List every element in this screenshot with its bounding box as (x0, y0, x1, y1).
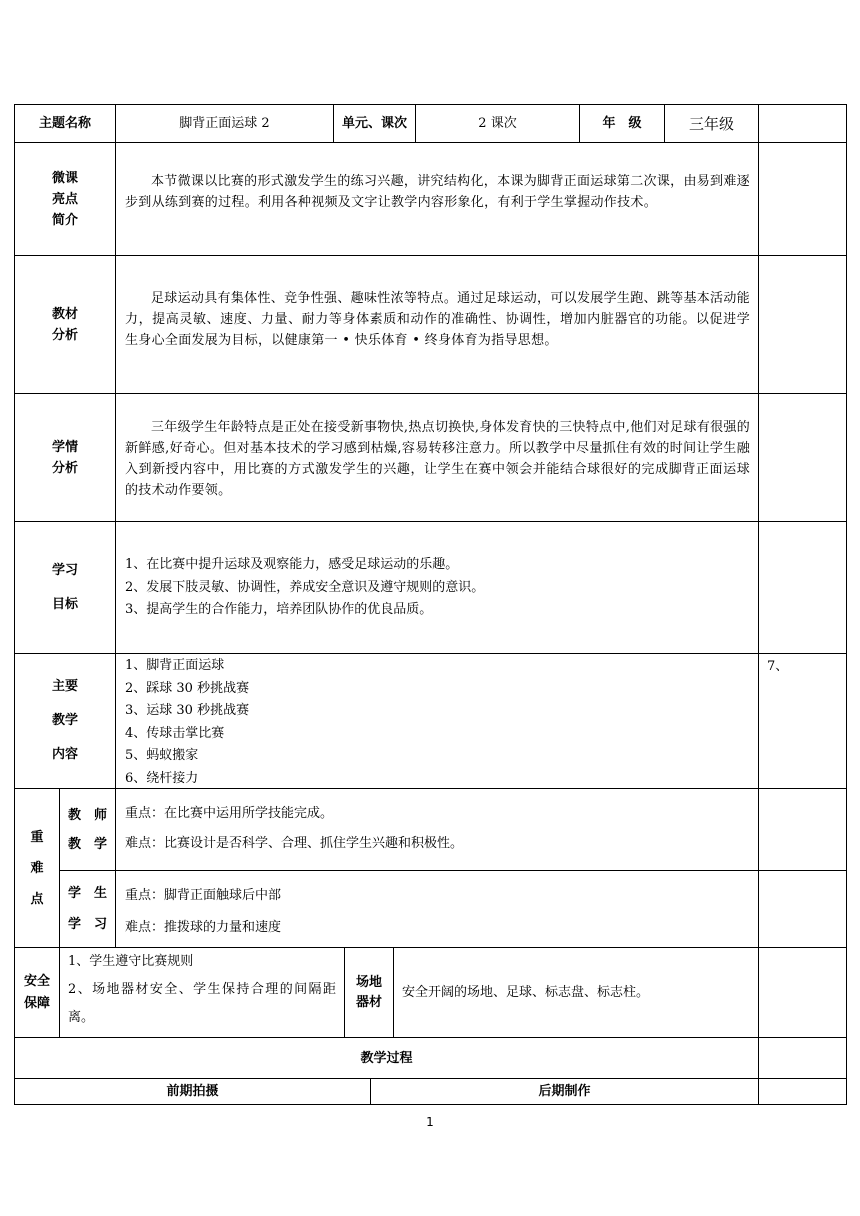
teacher-point: 重点：在比赛中运用所学技能完成。 (125, 806, 334, 821)
teacher-point: 难点：比赛设计是否科学、合理、抓住学生兴趣和积极性。 (125, 836, 464, 851)
unit-label-cell (333, 104, 416, 143)
empty-cell (758, 521, 847, 654)
goals-label-line: 学习 (51, 562, 78, 578)
grade-label: 年 级 (602, 116, 642, 131)
post-production-cell (370, 1078, 759, 1105)
student-point: 重点：脚背正面触球后中部 (125, 888, 282, 903)
student-label-cell (59, 870, 116, 948)
empty-cell (758, 947, 847, 1038)
empty-cell (758, 788, 847, 871)
empty-cell (758, 1078, 847, 1105)
teacher-points-cell (115, 788, 759, 871)
intro-label-line: 简介 (51, 212, 78, 228)
empty-cell (758, 255, 847, 394)
post-production-label: 后期制作 (538, 1084, 591, 1099)
learner-label-line: 学情 (51, 439, 78, 455)
content-item: 1、脚背正面运球 (125, 658, 225, 673)
empty-cell (758, 1037, 847, 1079)
grade-value-cell (664, 104, 759, 143)
content-label-line: 内容 (51, 747, 78, 762)
content-item: 2、踩球 30 秒挑战赛 (125, 680, 250, 696)
content-item: 5、蚂蚁搬家 (125, 748, 199, 763)
learner-label-line: 分析 (51, 460, 78, 476)
content-label-line: 教学 (51, 713, 78, 728)
content-item: 6、绕杆接力 (125, 770, 199, 786)
unit-value-cell (415, 104, 580, 143)
safety-label-line: 保障 (23, 995, 50, 1011)
topic-value-cell (115, 104, 334, 143)
pre-shoot-label: 前期拍摄 (166, 1084, 219, 1099)
learner-text: 三年级学生年龄特点是正处在接受新事物快,热点切换快,身体发育快的三快特点中,他们对足球有很强的新鲜感,好奇心。但对基本技术的学习感到枯燥,容易转移注意力。所以教学中尽量抓住有效的时间让学生融入到新授内容中，用比赛的方式激发学生的兴趣，让学生在赛中领会并能结合球很好的完成脚背正面运球的技术动作要领。 (125, 420, 750, 498)
intro-label-line: 亮点 (51, 191, 78, 207)
safety-list-cell (59, 947, 345, 1038)
topic-value: 脚背正面运球 2 (179, 116, 270, 131)
content-extra: 7、 (767, 659, 789, 674)
material-text-cell (115, 255, 759, 394)
goal-item: 2、发展下肢灵敏、协调性，养成安全意识及遵守规则的意识。 (125, 579, 485, 595)
venue-text-cell (393, 947, 759, 1038)
unit-value: 2 课次 (478, 116, 517, 131)
empty-cell (758, 393, 847, 522)
teacher-label-line: 教 学 (67, 836, 107, 852)
safety-label-line: 安全 (23, 973, 50, 989)
venue-text: 安全开阔的场地、足球、标志盘、标志柱。 (402, 985, 650, 1000)
key-label-cell (14, 788, 60, 948)
process-title: 教学过程 (360, 1050, 413, 1066)
key-label-line: 重 (30, 829, 44, 845)
goals-list-cell (115, 521, 759, 654)
venue-label-cell (344, 947, 394, 1038)
student-points-cell (115, 870, 759, 948)
venue-label-line: 器材 (355, 994, 382, 1010)
teacher-label-line: 教 师 (67, 807, 107, 823)
grade-label-cell (579, 104, 665, 143)
empty-cell (758, 870, 847, 948)
content-list-cell (115, 653, 759, 789)
teacher-label-cell (59, 788, 116, 871)
topic-label-cell (14, 104, 116, 143)
safety-item: 1、学生遵守比赛规则 (68, 954, 194, 969)
goals-label-line: 目标 (51, 596, 78, 612)
content-label-line: 主要 (51, 679, 78, 694)
key-label-line: 难 (30, 860, 44, 876)
learner-text-cell (115, 393, 759, 522)
intro-label-cell (14, 142, 116, 256)
student-label-line: 学 生 (67, 886, 107, 901)
material-label-cell (14, 255, 116, 394)
pre-shoot-cell (14, 1078, 371, 1105)
topic-label: 主题名称 (38, 116, 91, 131)
goal-item: 3、提高学生的合作能力，培养团队协作的优良品质。 (125, 602, 433, 617)
empty-cell (758, 142, 847, 256)
empty-cell (758, 104, 847, 143)
goals-label-cell (14, 521, 116, 654)
content-label-cell (14, 653, 116, 789)
content-extra-cell (758, 653, 847, 789)
intro-text-cell (115, 142, 759, 256)
grade-value: 三年级 (688, 115, 734, 133)
key-label-line: 点 (30, 891, 44, 907)
unit-label: 单元、课次 (341, 116, 407, 131)
learner-label-cell (14, 393, 116, 522)
safety-label-cell (14, 947, 60, 1038)
student-point: 难点：推拨球的力量和速度 (125, 920, 282, 935)
goal-item: 1、在比赛中提升运球及观察能力，感受足球运动的乐趣。 (125, 557, 459, 572)
material-label-line: 分析 (51, 327, 78, 343)
intro-text: 本节微课以比赛的形式激发学生的练习兴趣，讲究结构化，本课为脚背正面运球第二次课，由易到难逐步到从练到赛的过程。利用各种视频及文字让教学内容形象化，有利于学生掌握动作技术。 (125, 174, 750, 210)
student-label-line: 学 习 (67, 917, 107, 932)
intro-label-line: 微课 (51, 170, 78, 186)
venue-label-line: 场地 (355, 974, 382, 990)
content-item: 4、传球击掌比赛 (125, 725, 225, 741)
content-item: 3、运球 30 秒挑战赛 (125, 703, 250, 718)
material-text: 足球运动具有集体性、竞争性强、趣味性浓等特点。通过足球运动，可以发展学生跑、跳等基本活动能力，提高灵敏、速度、力量、耐力等身体素质和动作的准确性、协调性，增加内脏器官的功能。以促进学生身心全面发展为目标，以健康第一 • 快乐体育 • 终身体育为指导思想。 (125, 291, 750, 348)
page-number: 1 (426, 1115, 434, 1129)
material-label-line: 教材 (51, 306, 78, 322)
process-title-cell (14, 1037, 759, 1079)
safety-item: 2、场地器材安全、学生保持合理的间隔距离。 (68, 982, 336, 1025)
